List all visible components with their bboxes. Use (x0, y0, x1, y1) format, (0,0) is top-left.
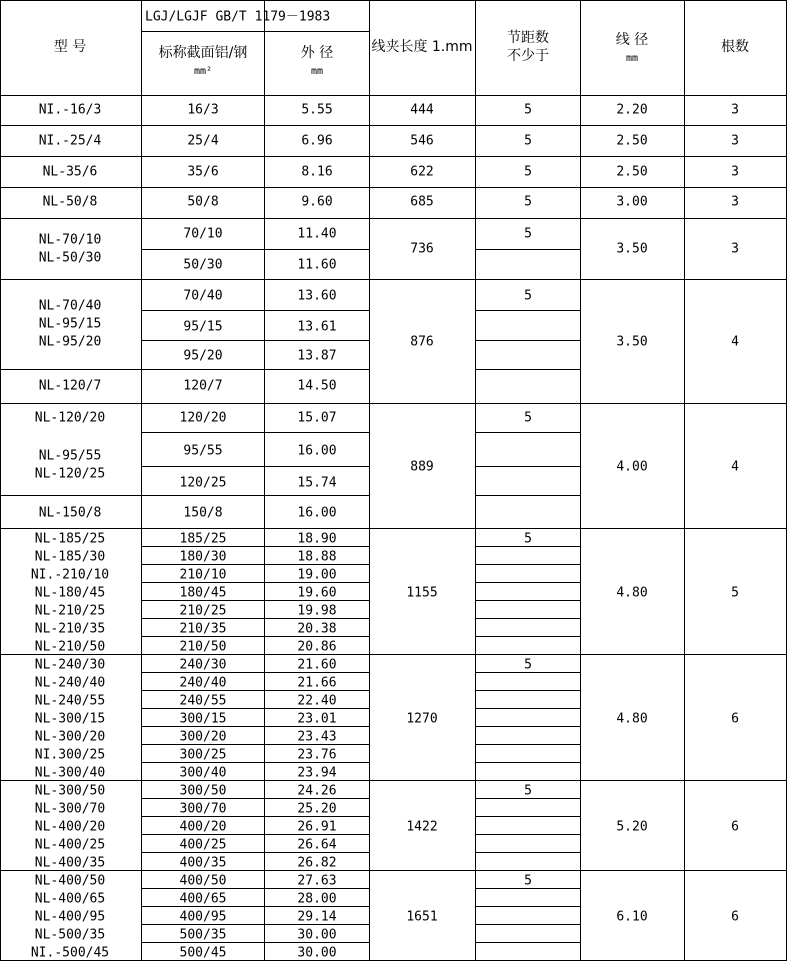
model-label: NL-70/10 (38, 232, 102, 248)
area-cell: 300/25 (179, 747, 227, 763)
model-label: NI.-210/10 (30, 567, 110, 583)
grid-line (475, 708, 581, 709)
clamp-length-cell: 889 (410, 459, 434, 475)
grid-line (475, 636, 581, 637)
grid-line (475, 852, 581, 853)
grid-line (684, 0, 685, 961)
grid-line (475, 249, 581, 250)
strand-count-cell: 3 (731, 241, 739, 257)
model-label: NL-300/20 (34, 729, 106, 745)
model-label: NI.-16/3 (38, 102, 102, 118)
wire-diameter-cell: 2.20 (616, 102, 648, 118)
diameter-cell: 25.20 (297, 801, 337, 817)
area-cell: 300/50 (179, 783, 227, 799)
grid-line (475, 906, 581, 907)
grid-line (475, 340, 581, 341)
diameter-cell: 23.76 (297, 747, 337, 763)
diameter-cell: 6.96 (301, 133, 333, 149)
diameter-cell: 18.90 (297, 531, 337, 547)
model-label: NL-300/40 (34, 765, 106, 781)
wire-diameter-cell: 3.00 (616, 194, 648, 210)
grid-line (0, 870, 787, 871)
grid-line (0, 218, 787, 219)
strand-count-cell: 4 (731, 334, 739, 350)
wire-diameter-cell: 2.50 (616, 133, 648, 149)
grid-line (0, 95, 787, 96)
area-cell: 95/15 (183, 319, 223, 335)
diameter-cell: 21.66 (297, 675, 337, 691)
area-cell: 210/50 (179, 639, 227, 655)
model-label: NL-400/95 (34, 909, 106, 925)
model-label: NL-240/40 (34, 675, 106, 691)
area-cell: 240/55 (179, 693, 227, 709)
grid-line (141, 466, 370, 467)
area-cell: 400/65 (179, 891, 227, 907)
strand-count-cell: 6 (731, 819, 739, 835)
diameter-cell: 23.43 (297, 729, 337, 745)
area-cell: 210/35 (179, 621, 227, 637)
clamp-length-cell: 876 (410, 334, 434, 350)
strand-count-cell: 3 (731, 194, 739, 210)
area-cell: 500/45 (179, 945, 227, 961)
area-cell: 300/15 (179, 711, 227, 727)
grid-line (475, 744, 581, 745)
clamp-length-cell: 685 (410, 194, 434, 210)
area-cell: 70/40 (183, 288, 223, 304)
model-label: NI.-500/45 (30, 945, 110, 961)
grid-line (141, 340, 370, 341)
grid-line (475, 582, 581, 583)
model-label: NL-400/35 (34, 855, 106, 871)
clamp-length-cell: 622 (410, 164, 434, 180)
pitch-cell: 5 (524, 102, 532, 118)
diameter-cell: 14.50 (297, 378, 337, 394)
grid-line (0, 495, 370, 496)
model-label: NL-95/15 (38, 316, 102, 332)
grid-line (0, 279, 787, 280)
area-cell: 300/20 (179, 729, 227, 745)
pitch-cell: 5 (524, 164, 532, 180)
strand-count-cell: 3 (731, 133, 739, 149)
clamp-length-cell: 1270 (406, 711, 438, 727)
header-pitch-count: 节距数 (507, 30, 549, 46)
diameter-cell: 8.16 (301, 164, 333, 180)
area-cell: 300/40 (179, 765, 227, 781)
header-wire-diameter: 线 径 (615, 32, 649, 48)
wire-diameter-cell: 2.50 (616, 164, 648, 180)
grid-line (475, 564, 581, 565)
grid-line (0, 125, 787, 126)
model-label: NL-400/50 (34, 873, 106, 889)
diameter-cell: 23.94 (297, 765, 337, 781)
diameter-cell: 9.60 (301, 194, 333, 210)
grid-line (0, 156, 787, 157)
grid-line (141, 249, 370, 250)
wire-diameter-cell: 5.20 (616, 819, 648, 835)
grid-line (475, 762, 581, 763)
model-label: NL-120/7 (38, 378, 102, 394)
grid-line (475, 310, 581, 311)
header-strand-count: 根数 (721, 39, 749, 55)
diameter-cell: 28.00 (297, 891, 337, 907)
wire-diameter-cell: 3.50 (616, 241, 648, 257)
clamp-length-cell: 736 (410, 241, 434, 257)
area-cell: 95/55 (183, 443, 223, 459)
model-label: NI.300/25 (34, 747, 106, 763)
pitch-cell: 5 (524, 410, 532, 426)
area-cell: 240/40 (179, 675, 227, 691)
model-label: NL-300/50 (34, 783, 106, 799)
diameter-cell: 15.74 (297, 475, 337, 491)
grid-line (0, 0, 787, 1)
model-label: NL-400/25 (34, 837, 106, 853)
grid-line (0, 780, 787, 781)
area-cell: 180/30 (179, 549, 227, 565)
grid-line (0, 403, 787, 404)
model-label: NL-210/50 (34, 639, 106, 655)
area-cell: 120/20 (179, 410, 227, 426)
strand-count-cell: 6 (731, 711, 739, 727)
model-label: NL-240/30 (34, 657, 106, 673)
diameter-cell: 5.55 (301, 102, 333, 118)
model-label: NL-300/70 (34, 801, 106, 817)
model-label: NI.-25/4 (38, 133, 102, 149)
pitch-cell: 5 (524, 288, 532, 304)
grid-line (141, 432, 370, 433)
area-cell: 300/70 (179, 801, 227, 817)
strand-count-cell: 3 (731, 164, 739, 180)
area-cell: 50/30 (183, 257, 223, 273)
pitch-cell: 5 (524, 657, 532, 673)
area-cell: 210/10 (179, 567, 227, 583)
model-label: NL-300/15 (34, 711, 106, 727)
grid-line (475, 816, 581, 817)
area-cell: 180/45 (179, 585, 227, 601)
diameter-cell: 19.00 (297, 567, 337, 583)
area-cell: 210/25 (179, 603, 227, 619)
strand-count-cell: 3 (731, 102, 739, 118)
diameter-cell: 13.60 (297, 288, 337, 304)
model-label: NL-150/8 (38, 505, 102, 521)
area-cell: 120/25 (179, 475, 227, 491)
diameter-cell: 20.86 (297, 639, 337, 655)
pitch-cell: 5 (524, 226, 532, 242)
diameter-cell: 23.01 (297, 711, 337, 727)
grid-line (475, 924, 581, 925)
area-cell: 35/6 (187, 164, 219, 180)
diameter-cell: 20.38 (297, 621, 337, 637)
model-label: NL-35/6 (42, 164, 98, 180)
strand-count-cell: 4 (731, 459, 739, 475)
grid-line (475, 618, 581, 619)
grid-line (0, 654, 787, 655)
model-label: NL-400/20 (34, 819, 106, 835)
diameter-cell: 11.40 (297, 226, 337, 242)
diameter-cell: 16.00 (297, 443, 337, 459)
model-label: NL-210/25 (34, 603, 106, 619)
diameter-cell: 22.40 (297, 693, 337, 709)
grid-line (475, 834, 581, 835)
wire-diameter-cell: 3.50 (616, 334, 648, 350)
diameter-cell: 13.87 (297, 348, 337, 364)
diameter-cell: 29.14 (297, 909, 337, 925)
area-cell: 400/20 (179, 819, 227, 835)
area-cell: 70/10 (183, 226, 223, 242)
model-label: NL-70/40 (38, 298, 102, 314)
clamp-length-cell: 444 (410, 102, 434, 118)
diameter-cell: 30.00 (297, 927, 337, 943)
grid-line (475, 495, 581, 496)
area-cell: 500/35 (179, 927, 227, 943)
strand-count-cell: 6 (731, 909, 739, 925)
diameter-cell: 24.26 (297, 783, 337, 799)
header-pitch-min: 不少于 (507, 48, 549, 64)
diameter-cell: 18.88 (297, 549, 337, 565)
grid-line (141, 310, 370, 311)
grid-line (141, 31, 370, 32)
area-cell: 400/25 (179, 837, 227, 853)
header-nominal-area: 标称截面铝/钢 (158, 45, 248, 61)
area-cell: 400/50 (179, 873, 227, 889)
header-clamp-length: 线夹长度 1.mm (371, 39, 473, 55)
model-label: NL-120/25 (34, 466, 106, 482)
area-cell: 120/7 (183, 378, 223, 394)
grid-line (0, 528, 787, 529)
model-label: NL-240/55 (34, 693, 106, 709)
clamp-length-cell: 1422 (406, 819, 438, 835)
model-label: NL-500/35 (34, 927, 106, 943)
area-cell: 185/25 (179, 531, 227, 547)
model-label: NL-185/30 (34, 549, 106, 565)
model-label: NL-400/65 (34, 891, 106, 907)
grid-line (0, 0, 1, 961)
header-wire-diameter-unit: mm (625, 53, 639, 64)
model-label: NL-95/55 (38, 448, 102, 464)
wire-diameter-cell: 4.00 (616, 459, 648, 475)
header-standard: LGJ/LGJF GB/T 1179－1983 (145, 9, 331, 25)
model-label: NL-180/45 (34, 585, 106, 601)
area-cell: 400/95 (179, 909, 227, 925)
strand-count-cell: 5 (731, 585, 739, 601)
wire-diameter-cell: 6.10 (616, 909, 648, 925)
pitch-cell: 5 (524, 873, 532, 889)
diameter-cell: 27.63 (297, 873, 337, 889)
pitch-cell: 5 (524, 194, 532, 210)
clamp-length-cell: 1651 (406, 909, 438, 925)
grid-line (0, 369, 370, 370)
area-cell: 150/8 (183, 505, 223, 521)
area-cell: 240/30 (179, 657, 227, 673)
model-label: NL-210/35 (34, 621, 106, 637)
model-label: NL-185/25 (34, 531, 106, 547)
grid-line (0, 187, 787, 188)
grid-line (475, 369, 581, 370)
diameter-cell: 26.64 (297, 837, 337, 853)
grid-line (475, 690, 581, 691)
pitch-cell: 5 (524, 133, 532, 149)
diameter-cell: 26.82 (297, 855, 337, 871)
diameter-cell: 13.61 (297, 319, 337, 335)
diameter-cell: 21.60 (297, 657, 337, 673)
grid-line (475, 726, 581, 727)
diameter-cell: 19.60 (297, 585, 337, 601)
header-model: 型 号 (53, 39, 87, 55)
pitch-cell: 5 (524, 783, 532, 799)
model-label: NL-50/30 (38, 250, 102, 266)
header-outer-diameter: 外 径 (300, 45, 334, 61)
area-cell: 16/3 (187, 102, 219, 118)
grid-line (475, 432, 581, 433)
grid-line (475, 466, 581, 467)
area-cell: 95/20 (183, 348, 223, 364)
diameter-cell: 26.91 (297, 819, 337, 835)
model-label: NL-50/8 (42, 194, 98, 210)
diameter-cell: 30.00 (297, 945, 337, 961)
pitch-cell: 5 (524, 531, 532, 547)
clamp-length-cell: 546 (410, 133, 434, 149)
diameter-cell: 16.00 (297, 505, 337, 521)
model-label: NL-120/20 (34, 410, 106, 426)
area-cell: 400/35 (179, 855, 227, 871)
model-label: NL-95/20 (38, 334, 102, 350)
area-cell: 50/8 (187, 194, 219, 210)
grid-line (475, 942, 581, 943)
header-outer-diameter-unit: mm (310, 66, 324, 77)
wire-diameter-cell: 4.80 (616, 711, 648, 727)
clamp-length-cell: 1155 (406, 585, 438, 601)
diameter-cell: 11.60 (297, 257, 337, 273)
diameter-cell: 19.98 (297, 603, 337, 619)
area-cell: 25/4 (187, 133, 219, 149)
grid-line (475, 600, 581, 601)
header-nominal-area-unit: mm² (193, 66, 213, 77)
diameter-cell: 15.07 (297, 410, 337, 426)
wire-diameter-cell: 4.80 (616, 585, 648, 601)
